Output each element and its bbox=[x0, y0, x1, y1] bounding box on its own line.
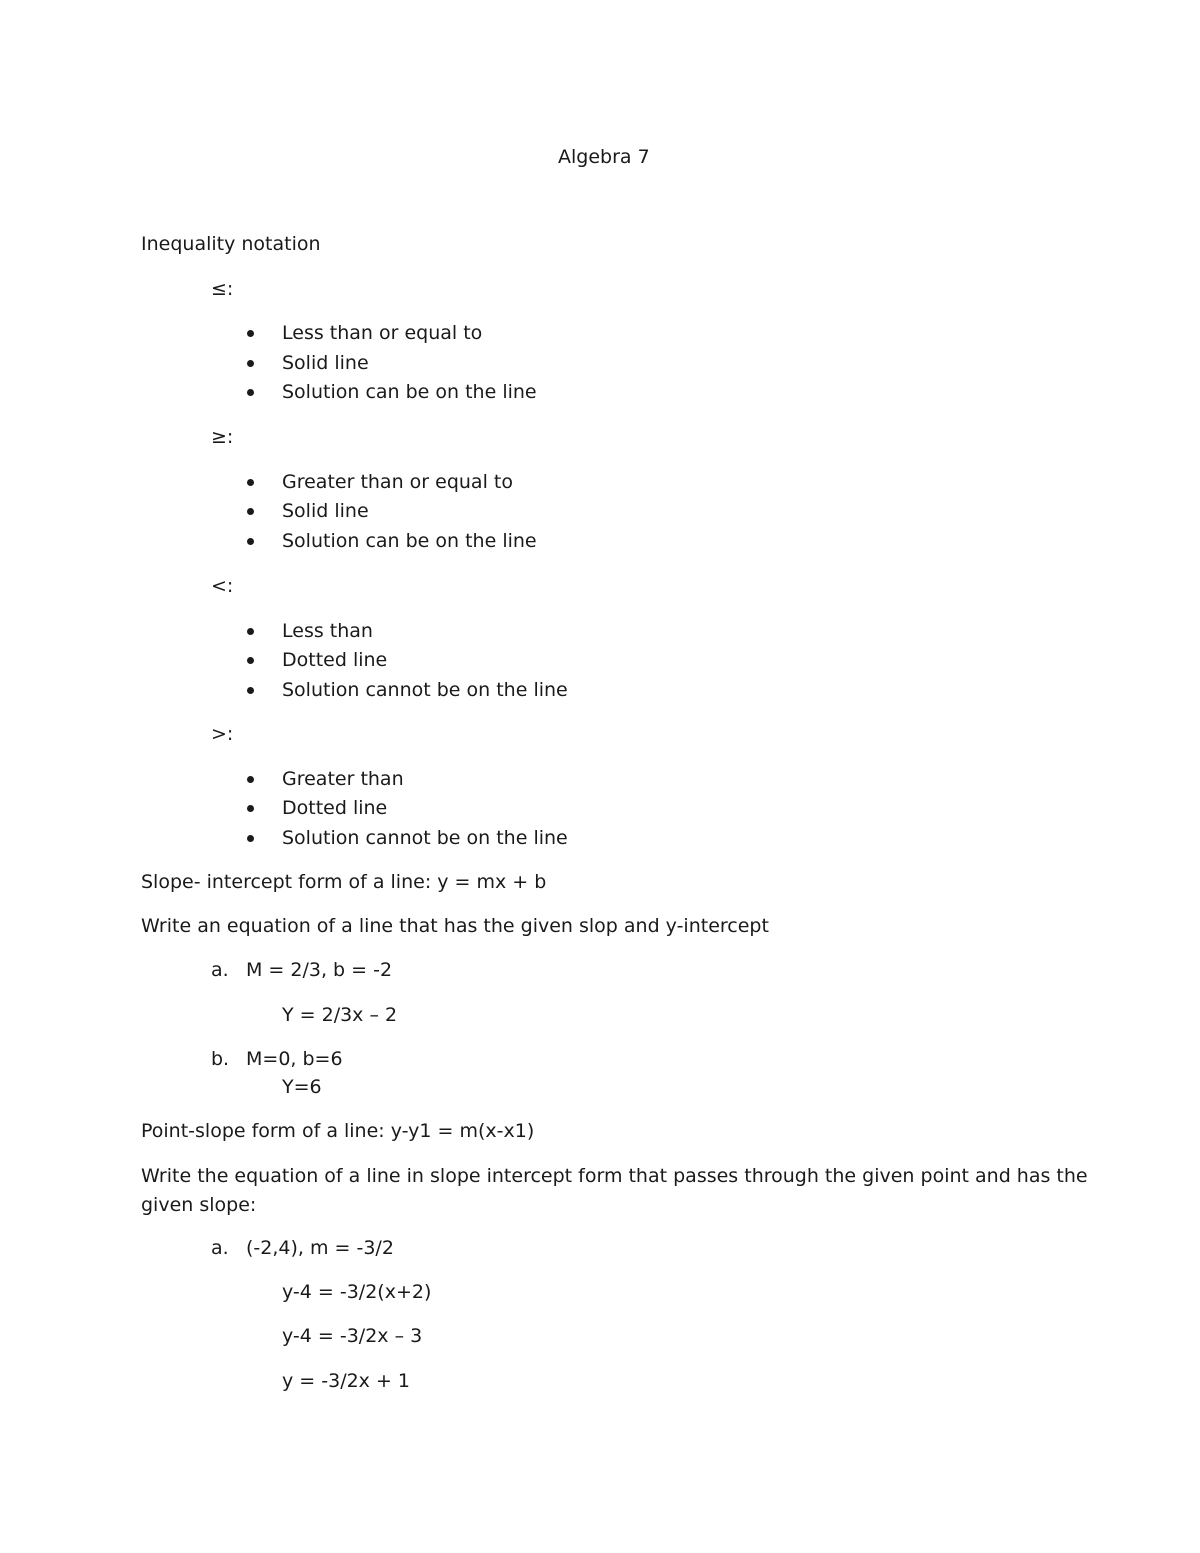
symbol-greater: >: bbox=[211, 723, 234, 745]
list-item: Greater than bbox=[282, 768, 404, 790]
page-title: Algebra 7 bbox=[558, 146, 650, 168]
problem-label: b. bbox=[211, 1048, 230, 1070]
list-item: Dotted line bbox=[282, 649, 388, 671]
list-item: Solid line bbox=[282, 352, 369, 374]
symbol-less: <: bbox=[211, 575, 234, 597]
inequality-heading: Inequality notation bbox=[141, 233, 321, 255]
symbol-less-equal: ≤: bbox=[211, 278, 234, 300]
slope-intercept-prompt: Write an equation of a line that has the given slop and y-intercept bbox=[141, 915, 769, 937]
problem-label: a. bbox=[211, 1237, 229, 1259]
point-slope-heading: Point-slope form of a line: y-y1 = m(x-x1) bbox=[141, 1120, 535, 1142]
point-slope-prompt-line2: given slope: bbox=[141, 1194, 257, 1216]
problem-label: a. bbox=[211, 959, 229, 981]
list-item: Solution can be on the line bbox=[282, 381, 537, 403]
list-item: Solution can be on the line bbox=[282, 530, 537, 552]
list-item: Less than bbox=[282, 620, 373, 642]
problem-given: M = 2/3, b = -2 bbox=[246, 959, 393, 981]
problem-given: (-2,4), m = -3/2 bbox=[246, 1237, 394, 1259]
problem-answer: Y = 2/3x – 2 bbox=[282, 1004, 398, 1026]
symbol-greater-equal: ≥: bbox=[211, 426, 234, 448]
list-item: Dotted line bbox=[282, 797, 388, 819]
solution-step: y = -3/2x + 1 bbox=[282, 1370, 411, 1392]
list-item: Solution cannot be on the line bbox=[282, 827, 568, 849]
list-item: Solid line bbox=[282, 500, 369, 522]
slope-intercept-heading: Slope- intercept form of a line: y = mx + b bbox=[141, 871, 547, 893]
point-slope-prompt-line1: Write the equation of a line in slope intercept form that passes through the given point and has the bbox=[141, 1165, 1088, 1187]
list-item: Greater than or equal to bbox=[282, 471, 513, 493]
solution-step: y-4 = -3/2x – 3 bbox=[282, 1325, 423, 1347]
problem-given: M=0, b=6 bbox=[246, 1048, 343, 1070]
solution-step: y-4 = -3/2(x+2) bbox=[282, 1281, 432, 1303]
problem-answer: Y=6 bbox=[282, 1076, 322, 1098]
list-item: Less than or equal to bbox=[282, 322, 483, 344]
list-item: Solution cannot be on the line bbox=[282, 679, 568, 701]
